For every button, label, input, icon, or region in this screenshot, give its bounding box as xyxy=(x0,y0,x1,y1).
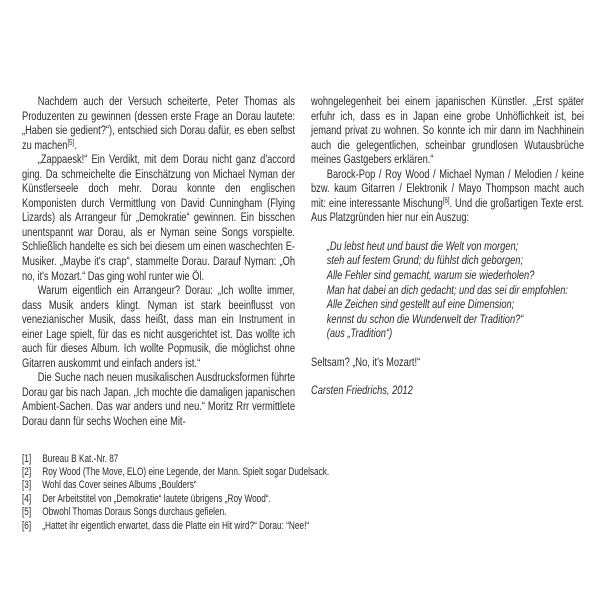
poem-line: kennst du schon die Wunderwelt der Tradition?“ xyxy=(326,311,524,326)
poem-line: steh auf festem Grund; du fühlst dich geborgen; xyxy=(326,253,524,268)
right-column-wrap xyxy=(311,94,584,398)
footnote-text: „Hattet ihr eigentlich erwartet, dass die Platte ein Hit wird?“ Dorau: “Nee!“ xyxy=(42,519,310,532)
author-signature: Carsten Friedrichs, 2012 xyxy=(311,383,413,398)
paragraph-barock-pop xyxy=(311,167,584,225)
footnote-item xyxy=(22,506,578,519)
paragraph-intro xyxy=(22,94,295,152)
paragraph-arrangeur: Warum eigentlich ein Arrangeur? Dorau: „Ich wollte immer, dass Musik anders klingt. Nyman ist stark beeinflusst von venezianischer Musik, dass heißt, dass man ein Instrument in einer Lage spielt, für das es nicht ausgerichtet ist. Das wollte ich auch für dieses Album. Ich wollte Popmusik, die möglichst ohne Gitarren auskommt und einfach anders ist.“ xyxy=(22,283,295,370)
left-column-wrap xyxy=(22,94,295,429)
footnote-number: [6] xyxy=(22,519,32,532)
footnote-item xyxy=(22,479,578,492)
poem-line: „Du lebst heut und baust die Welt von morgen; xyxy=(326,238,519,253)
paragraph-tail: . xyxy=(74,137,77,152)
footnote-number: [1] xyxy=(22,452,32,465)
footnote-text: Der Arbeitstitel von „Demokratie“ lautete übrigens „Roy Wood“. xyxy=(42,492,271,505)
paragraph-text: Barock-Pop / Roy Wood / Michael Nyman / Melodien / keine bzw. kaum Gitarren / Elektronik / Mayo Thompson macht auch mit: eine interessante Mischung xyxy=(311,166,584,210)
paragraph-wohngelegenheit: wohngelegenheit bei einem japanischen Künstler. „Erst später erfuhr ich, dass es in Japan eine grobe Unhöflichkeit ist, bei jemand privat zu wohnen. So konnte ich mir dann im Nachhinein auch die gelegentlichen, scheinbar grundlosen Wutausbrüche meines Gastgebers erklären.“ xyxy=(311,94,584,167)
poem-line: Alle Zeichen sind gestellt auf eine Dimension; xyxy=(326,297,515,312)
footnote-ref: [6] xyxy=(442,195,450,205)
footnote-ref: [5] xyxy=(67,137,75,147)
poem-quote xyxy=(327,239,584,341)
paragraph-japan: Die Suche nach neuen musikalischen Ausdrucksformen führte Dorau gar bis nach Japan. „Ich mochte die damaligen japanischen Ambient-Sachen. Das war anders und neu.“ Moritz Rrr vermittlete Dorau dann für sechs Wochen eine Mit- xyxy=(22,370,295,429)
footnote-text: Obwohl Thomas Doraus Songs durchaus gefielen. xyxy=(42,506,227,519)
footnotes xyxy=(22,453,578,533)
footnote-number: [3] xyxy=(22,479,32,492)
paragraph-text: Nachdem auch der Versuch scheiterte, Peter Thomas als Produzenten zu gewinnen (dessen erste Frage an Dorau lautete: „Haben sie gedient?“), entschied sich Dorau dafür, es eben selbst zu machen xyxy=(22,94,295,152)
paragraph-zappaesk: „Zappaesk!“ Ein Verdikt, mit dem Dorau nicht ganz d'accord ging. Da schmeichelte die Einschätzung von Michael Nyman der Künstlerseele doch mehr. Dorau konnte den englischen Komponisten durch Vermittlung von David Cunningham (Flying Lizards) als Arrangeur für „Demokratie“ gewinnen. Ein bisschen unentspannt war Dorau, als er Nyman seine Songs vorspielte. Schließlich handelte es sich bei diesem um einen waschechten E-Musiker. „Maybe it's crap“, stammelte Dorau. Darauf Nyman: „Oh no, it's Mozart.“ Das ging wohl runter wie Öl. xyxy=(22,152,295,283)
footnote-number: [2] xyxy=(22,465,32,478)
paragraph-tail: . Und die großartigen Texte erst. Aus Platzgründen hier nur ein Auszug: xyxy=(311,195,584,225)
footnote-number: [5] xyxy=(22,506,32,519)
footnote-item xyxy=(22,453,578,466)
right-column xyxy=(311,94,584,398)
left-column xyxy=(22,94,295,429)
footnote-item xyxy=(22,466,578,479)
closing-line: Seltsam? „No, it's Mozart!“ xyxy=(311,354,421,369)
footnote-text: Roy Wood (The Move, ELO) eine Legende, der Mann. Spielt sogar Dudelsack. xyxy=(42,465,330,478)
poem-source: (aus „Tradition“) xyxy=(326,326,393,341)
poem-line: Man hat dabei an dich gedacht; und das sei dir empfohlen: xyxy=(326,282,569,297)
footnote-text: Wohl das Cover seines Albums „Boulders“ xyxy=(42,479,197,492)
footnote-text: Bureau B Kat.-Nr. 87 xyxy=(42,452,119,465)
footnotes-wrap xyxy=(22,453,578,533)
poem-line: Alle Fehler sind gemacht, warum sie wiederholen? xyxy=(326,268,535,283)
footnote-number: [4] xyxy=(22,492,32,505)
footnote-item xyxy=(22,493,578,506)
footnote-item xyxy=(22,520,578,533)
text-columns xyxy=(0,94,600,429)
